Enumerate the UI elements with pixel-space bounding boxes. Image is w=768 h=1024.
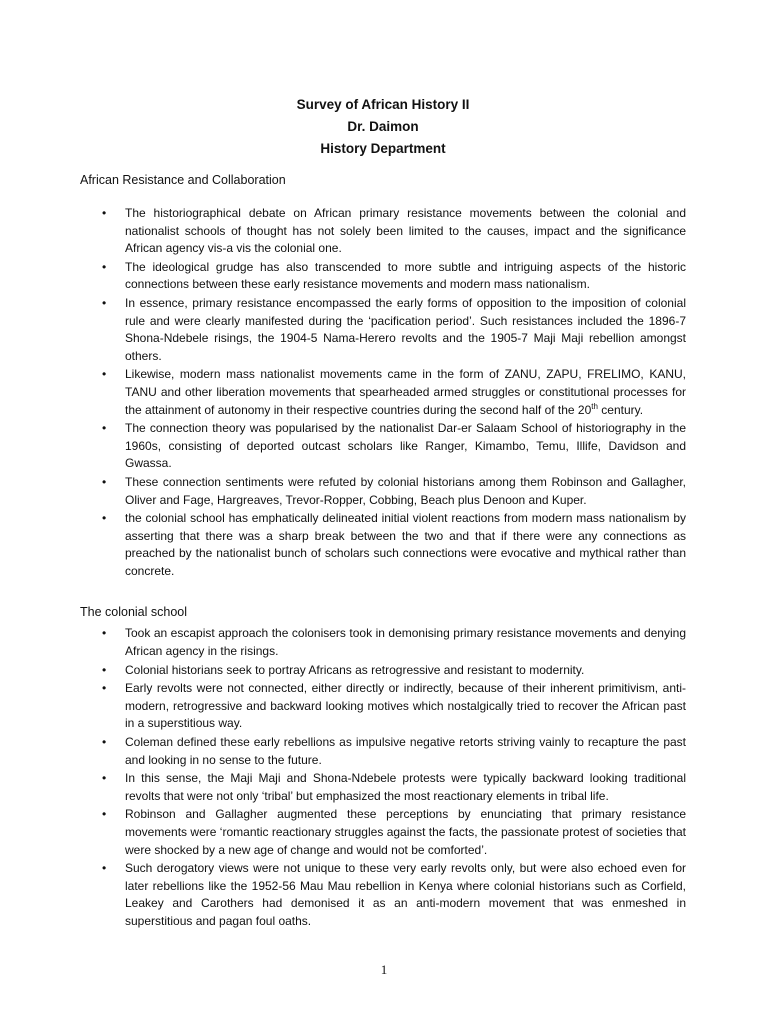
list-item: • Robinson and Gallagher augmented these perceptions by enunciating that primary resistance movements were ‘romantic reactionary struggles against the facts, the passionate protest of societies that were shocked by a new age of change and would not be comforted’.: [102, 807, 686, 857]
list-item: • Such derogatory views were not unique to these very early revolts only, but were also echoed even for later rebellions like the 1952-56 Mau Mau rebellion in Kenya where colonial historians such as Corfield, Leakey and Carothers had demonised it as an anti-modern movement that was enmeshed in superstitious and pagan foul oaths.: [102, 861, 686, 928]
bullet-icon: •: [102, 807, 107, 822]
list-item: • Coleman defined these early rebellions as impulsive negative retorts striving vainly to recapture the past and looking in no sense to the future.: [102, 735, 686, 767]
colonial-school-bullet-list: [80, 625, 686, 930]
list-item: • In essence, primary resistance encompassed the early forms of opposition to the imposition of colonial rule and were clearly manifested during the ‘pacification period’. Such resistances included the 1896-7 Shona-Ndebele risings, the 1904-5 Nama-Herero revolts and the 1905-7 Maji Maji rebellion amongst others.: [102, 295, 686, 363]
section-heading-colonial-school: The colonial school: [80, 605, 188, 620]
list-item: • These connection sentiments were refuted by colonial historians among them Robinson and Gallagher, Oliver and Fage, Hargreaves, Trevor-Ropper, Cobbing, Beach plus Denoon and Kuper.: [102, 474, 686, 507]
lecturer-name: Dr. Daimon: [347, 119, 419, 134]
page-number: 1: [380, 962, 388, 977]
list-item: • In this sense, the Maji Maji and Shona-Ndebele protests were typically backward looking traditional revolts that were not only ‘tribal’ but emphasized the most reactionary elements in tribal life.: [102, 771, 686, 803]
list-item: • Likewise, modern mass nationalist movements came in the form of ZANU, ZAPU, FRELIMO, KANU, TANU and other liberation movements that spearheaded armed struggles or constitutional processes for the attainment of autonomy in their respective countries during the second half of the 20th century.: [102, 367, 686, 417]
bullet-icon: •: [102, 259, 107, 274]
list-item: • Colonial historians seek to portray Africans as retrogressive and resistant to modernity.: [80, 662, 686, 680]
superscript-th: th: [591, 401, 598, 411]
list-item: • Took an escapist approach the colonisers took in demonising primary resistance movements and denying African agency in the risings.: [102, 626, 686, 659]
list-item: • The ideological grudge has also transcended to more subtle and intriguing aspects of the historic connections between these early resistance movements and modern mass nationalism.: [102, 259, 686, 292]
department-name: History Department: [320, 141, 446, 156]
bullet-icon: •: [102, 206, 107, 220]
bullet-icon: •: [102, 367, 107, 382]
bullet-icon: •: [102, 295, 107, 310]
bullet-icon: •: [102, 474, 107, 489]
title-block: [80, 94, 686, 160]
bullet-icon: •: [102, 735, 107, 750]
bullet-icon: •: [102, 662, 107, 677]
document-title: Survey of African History II: [296, 97, 470, 112]
bullet-icon: •: [102, 626, 107, 641]
bullet-icon: •: [102, 861, 107, 876]
section-heading-resistance: African Resistance and Collaboration: [80, 173, 286, 187]
bullet-icon: •: [102, 681, 107, 696]
resistance-bullet-list: [80, 205, 686, 580]
document-page: [80, 94, 686, 932]
bullet-icon: •: [102, 421, 107, 436]
list-item: • The historiographical debate on African primary resistance movements between the colonial and nationalist schools of thought has not solely been limited to the causes, impact and the significance African agency vis-a vis the colonial one.: [102, 206, 686, 256]
list-item: • The connection theory was popularised by the nationalist Dar-er Salaam School of historiography in the 1960s, consisting of deported outcast scholars like Ranger, Kimambo, Temu, Illife, Davidson and Gwassa.: [102, 421, 686, 471]
bullet-icon: •: [102, 771, 107, 786]
list-item: • the colonial school has emphatically delineated initial violent reactions from modern mass nationalism by asserting that there was a sharp break between the two and that if there were any connections as preached by the nationalist bunch of scholars such connections were evocative and mythical rather than concrete.: [102, 511, 686, 578]
bullet-icon: •: [102, 511, 107, 526]
list-item: • Early revolts were not connected, either directly or indirectly, because of their inherent primitivism, anti-modern, retrogressive and backward looking motives which nostalgically tried to recover the African past in a superstitious way.: [102, 681, 686, 731]
